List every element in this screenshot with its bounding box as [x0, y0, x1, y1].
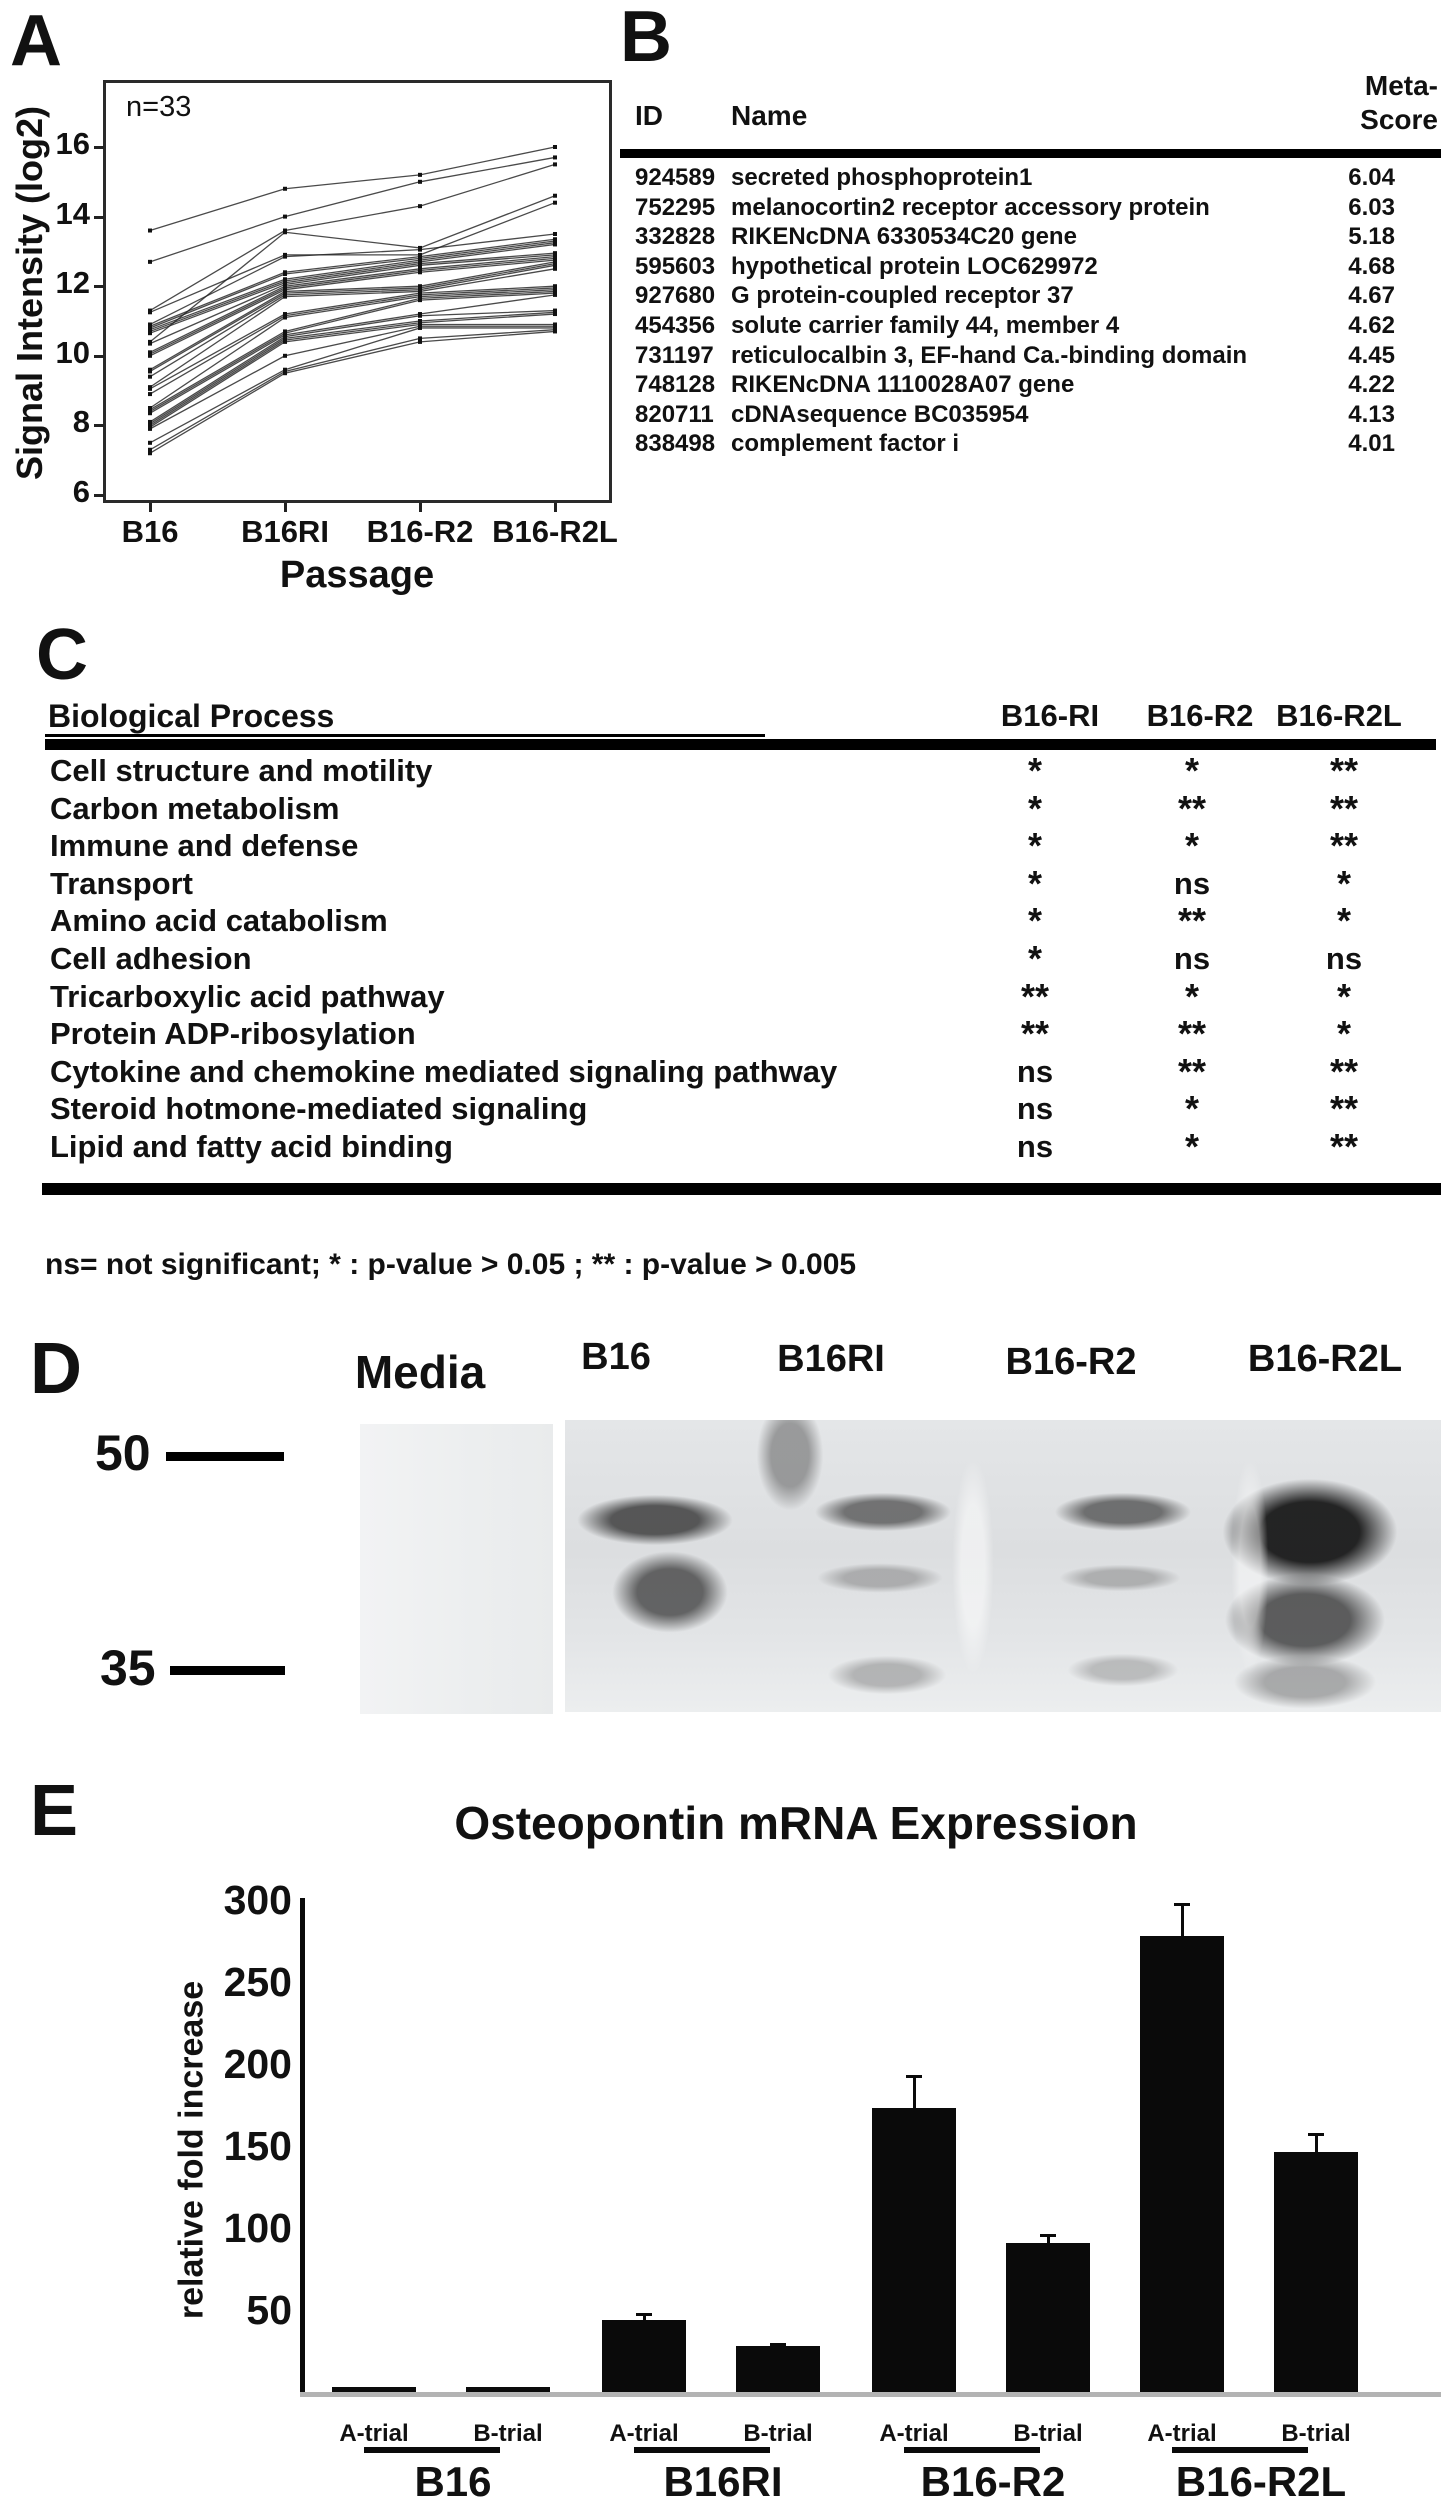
table-c-process-label: Cytokine and chemokine mediated signaling pathway — [50, 1053, 838, 1089]
table-b-cell-score: 4.67 — [1348, 282, 1395, 310]
panel-a-gene-line — [150, 331, 555, 453]
table-c-significance-value: ** — [1020, 975, 1050, 1017]
panel-a-data-point — [418, 263, 422, 267]
table-b-cell-id: 332828 — [635, 223, 716, 251]
panel-a-y-tick-mark — [94, 216, 104, 219]
panel-e-bar — [1006, 2243, 1090, 2392]
panel-d-band-b16r2-main — [1031, 1486, 1215, 1538]
panel-a-y-tick-mark — [94, 146, 104, 149]
table-c-significance-value: * — [1027, 900, 1042, 942]
panel-e-group-label: B16-R2L — [1175, 2458, 1347, 2505]
panel-a-data-point — [148, 387, 152, 391]
panel-a-data-point — [418, 314, 422, 318]
table-b-cell-score: 4.22 — [1348, 371, 1395, 399]
panel-e-trial-label: A-trial — [339, 2420, 409, 2447]
panel-a-data-point — [283, 187, 287, 191]
panel-c-top-rule — [45, 739, 1436, 750]
panel-a-n-annotation: n=33 — [126, 91, 192, 123]
panel-e-x-axis-line — [300, 2392, 1441, 2397]
table-c-process-label: Cell adhesion — [50, 941, 252, 976]
table-c-significance-value: ** — [1177, 787, 1207, 829]
panel-a-data-point — [283, 272, 287, 276]
panel-e-bar — [736, 2346, 820, 2392]
table-c-significance-value: * — [1027, 787, 1042, 829]
panel-a-data-point — [148, 354, 152, 358]
table-c-significance-value: * — [1184, 975, 1199, 1017]
panel-a-data-point — [553, 232, 557, 236]
panel-a-data-point — [553, 293, 557, 297]
panel-e-trial-label: A-trial — [1147, 2420, 1217, 2447]
panel-a-line-chart — [106, 83, 609, 500]
panel-c-header-underline — [45, 734, 765, 737]
panel-a-plot — [103, 80, 612, 503]
panel-a-y-tick-label: 10 — [55, 334, 90, 370]
panel-a-gene-line — [150, 311, 555, 422]
panel-d-lane-label: B16-R2 — [1005, 1341, 1137, 1383]
table-c-process-label: Cell structure and motility — [50, 753, 433, 788]
table-b-cell-name: melanocortin2 receptor accessory protein — [731, 193, 1210, 221]
table-c-process-label: Immune and defense — [50, 828, 359, 864]
panel-a-y-tick-label: 6 — [72, 474, 90, 509]
panel-a-data-point — [148, 260, 152, 264]
panel-a-data-point — [418, 298, 422, 302]
table-b-cell-name: cDNAsequence BC035954 — [731, 400, 1029, 428]
panel-e-error-bar-cap — [1308, 2133, 1324, 2136]
table-c-process-label: Lipid and fatty acid binding — [50, 1129, 453, 1164]
table-c-significance-value: * — [1336, 862, 1351, 904]
panel-c-footnote: ns= not significant; * : p-value > 0.05 ; ** : p-value > 0.005 — [45, 1248, 857, 1281]
table-b-cell-score: 4.01 — [1348, 430, 1395, 458]
panel-a-y-tick-mark — [94, 424, 104, 427]
panel-a-label: A — [10, 1, 63, 81]
panel-d-band-b16r2-faint — [1038, 1560, 1202, 1596]
panel-a-y-tick-mark — [94, 494, 104, 497]
panel-b-header-rule — [620, 149, 1441, 158]
table-c-process-label: Tricarboxylic acid pathway — [50, 978, 445, 1014]
panel-e-error-bar-cap — [1174, 1903, 1190, 1906]
panel-e-bar — [466, 2387, 550, 2392]
panel-a-x-tick-mark — [149, 503, 152, 512]
table-c-process-label: Amino acid catabolism — [50, 903, 388, 939]
panel-e-group-label: B16 — [414, 2458, 492, 2505]
panel-a-data-point — [553, 263, 557, 267]
panel-a-gene-line — [150, 330, 555, 450]
table-c-significance-value: ** — [1177, 1050, 1207, 1092]
panel-a-data-point — [148, 441, 152, 445]
panel-a-data-point — [553, 329, 557, 333]
panel-e-group-underline — [1172, 2447, 1308, 2453]
panel-a-data-point — [148, 342, 152, 346]
panel-d-lane-label: B16-R2L — [1247, 1338, 1403, 1380]
panel-c-column-header: B16-RI — [1000, 698, 1100, 733]
panel-a-y-tick-label: 14 — [55, 195, 90, 231]
panel-e-group-label: B16-R2 — [920, 2458, 1066, 2505]
table-c-significance-value: ** — [1020, 1013, 1050, 1055]
panel-a-data-point — [148, 369, 152, 373]
table-b-cell-id: 731197 — [635, 341, 714, 369]
panel-d-band-b16ri-faint — [795, 1558, 965, 1598]
table-c-significance-value: * — [1336, 975, 1351, 1017]
panel-a-data-point — [148, 392, 152, 396]
table-c-process-label: Carbon metabolism — [50, 790, 340, 826]
panel-d-band-b16ri-lower — [807, 1649, 967, 1701]
panel-a-data-point — [148, 427, 152, 431]
table-b-cell-name: G protein-coupled receptor 37 — [731, 282, 1074, 310]
table-b-cell-name: RIKENcDNA 6330534C20 gene — [731, 223, 1077, 251]
panel-d-band-b16r2-lower — [1048, 1648, 1198, 1692]
table-b-cell-id: 927680 — [635, 282, 716, 310]
panel-e-error-bar-cap — [1040, 2234, 1056, 2237]
panel-b-col-name: Name — [731, 100, 808, 131]
panel-a-data-point — [553, 145, 557, 149]
table-b-cell-name: reticulocalbin 3, EF-hand Ca.-binding domain — [731, 341, 1248, 369]
panel-a-y-tick-label: 16 — [55, 126, 90, 161]
panel-d-western-blot-image — [565, 1420, 1441, 1712]
panel-d-lane-gap-highlight — [1225, 1420, 1275, 1712]
table-c-significance-value: ** — [1329, 750, 1359, 791]
table-c-process-label: Protein ADP-ribosylation — [50, 1016, 416, 1052]
panel-e-trial-label: B-trial — [743, 2420, 813, 2447]
table-c-significance-value: * — [1184, 1126, 1199, 1167]
panel-a-gene-line — [150, 196, 555, 342]
panel-e-y-tick-label: 300 — [223, 1877, 292, 1924]
panel-e-label: E — [30, 1771, 80, 1851]
table-c-significance-value: ns — [1016, 1129, 1054, 1164]
panel-a-data-point — [418, 204, 422, 208]
panel-e-error-bar-cap — [636, 2313, 652, 2316]
panel-a-data-point — [283, 230, 287, 234]
panel-e-trial-label: B-trial — [1013, 2420, 1083, 2447]
panel-a-data-point — [553, 242, 557, 246]
panel-a-data-point — [553, 312, 557, 316]
panel-a-data-point — [283, 295, 287, 299]
panel-a-data-point — [148, 448, 152, 452]
panel-a-y-tick-label: 12 — [55, 265, 90, 301]
table-b-cell-id: 924589 — [635, 164, 716, 191]
panel-e-bar — [872, 2108, 956, 2392]
panel-e-trial-label: B-trial — [1281, 2420, 1351, 2447]
panel-d-lane-label: B16 — [581, 1336, 651, 1378]
table-c-significance-value: ns — [1173, 941, 1211, 976]
panel-e-y-tick-label: 100 — [223, 2205, 292, 2252]
table-b-cell-name: hypothetical protein LOC629972 — [731, 252, 1098, 280]
panel-e-y-tick-label: 150 — [223, 2123, 292, 2170]
panel-d-mw-label: 50 — [95, 1425, 151, 1481]
panel-a-gene-line — [150, 157, 555, 261]
panel-e-bar — [332, 2387, 416, 2392]
panel-a-x-tick-label: B16RI — [241, 514, 329, 549]
panel-a-x-tick-label: B16-R2 — [366, 514, 474, 549]
table-b-cell-id: 820711 — [635, 400, 714, 428]
panel-b-col-score-line2: Score — [1360, 104, 1438, 135]
table-c-significance-value: * — [1027, 938, 1042, 979]
panel-c-column-header: B16-R2 — [1146, 698, 1254, 733]
table-b-cell-id: 748128 — [635, 371, 716, 399]
panel-a-data-point — [418, 340, 422, 344]
table-c-significance-value: ns — [1325, 941, 1363, 976]
table-c-significance-value: ** — [1329, 787, 1359, 829]
panel-a-y-tick-label: 8 — [72, 404, 90, 440]
panel-a-data-point — [283, 316, 287, 320]
panel-e-y-tick-label: 250 — [223, 1959, 292, 2006]
panel-d-lane-gap-highlight — [945, 1420, 1001, 1712]
panel-e-error-bar-cap — [906, 2075, 922, 2078]
panel-d-band-b16-blob — [592, 1537, 748, 1647]
panel-e-y-axis-title: relative fold increase — [172, 1980, 211, 2320]
panel-a-data-point — [148, 310, 152, 314]
table-b-cell-name: secreted phosphoprotein1 — [731, 164, 1033, 191]
table-b-cell-id: 752295 — [635, 193, 716, 221]
table-c-significance-value: ** — [1177, 900, 1207, 942]
panel-e-trial-label: B-trial — [473, 2420, 543, 2447]
panel-a-data-point — [418, 173, 422, 177]
table-c-significance-value: ns — [1173, 865, 1211, 901]
panel-e-bar — [1140, 1936, 1224, 2392]
panel-a-data-point — [148, 411, 152, 415]
panel-e-y-tick-label: 200 — [223, 2041, 292, 2088]
panel-a-data-point — [553, 155, 557, 159]
table-b-cell-score: 4.62 — [1348, 312, 1395, 339]
panel-a-data-point — [283, 215, 287, 219]
panel-a-y-tick-mark — [94, 285, 104, 288]
table-c-significance-value: ** — [1329, 1050, 1359, 1092]
table-c-significance-value: ** — [1329, 1088, 1359, 1130]
panel-d-mw-dash — [166, 1452, 284, 1461]
panel-a-x-tick-label: B16 — [121, 514, 179, 549]
panel-c-label: C — [36, 615, 89, 695]
table-c-significance-value: ** — [1329, 1126, 1359, 1167]
table-b-cell-name: solute carrier family 44, member 4 — [731, 312, 1120, 339]
panel-a-data-point — [283, 371, 287, 375]
panel-a-data-point — [418, 326, 422, 330]
table-c-significance-value: ** — [1329, 825, 1359, 867]
panel-a-data-point — [418, 248, 422, 252]
table-b-cell-score: 6.03 — [1348, 193, 1395, 221]
panel-e-trial-label: A-trial — [879, 2420, 949, 2447]
table-b-cell-name: complement factor i — [731, 430, 960, 458]
table-c-significance-value: ns — [1016, 1091, 1054, 1127]
panel-a-data-point — [418, 270, 422, 274]
table-c-significance-value: ** — [1177, 1013, 1207, 1055]
table-b-cell-id: 838498 — [635, 430, 716, 458]
panel-d-mw-dash — [170, 1666, 285, 1675]
panel-a-data-point — [283, 354, 287, 358]
panel-a-gene-line — [150, 314, 555, 425]
panel-a-data-point — [553, 267, 557, 271]
table-b-cell-score: 6.04 — [1348, 164, 1395, 191]
table-c-significance-value: * — [1336, 900, 1351, 942]
panel-a-data-point — [283, 255, 287, 259]
panel-d-lane-label: Media — [354, 1346, 486, 1398]
panel-c-bottom-rule — [42, 1183, 1441, 1195]
table-b-cell-score: 4.68 — [1348, 252, 1395, 280]
panel-a-x-tick-mark — [419, 503, 422, 512]
table-b-cell-id: 595603 — [635, 252, 716, 280]
table-c-process-label: Steroid hotmone-mediated signaling — [50, 1091, 588, 1127]
panel-a-data-point — [418, 336, 422, 340]
panel-a-data-point — [553, 201, 557, 205]
panel-b-col-id: ID — [635, 100, 663, 131]
panel-e-y-tick-label: 50 — [246, 2287, 292, 2334]
table-b-cell-score: 5.18 — [1348, 223, 1395, 251]
table-c-significance-value: * — [1027, 862, 1042, 904]
panel-a-gene-line — [150, 265, 555, 376]
table-c-significance-value: * — [1027, 750, 1042, 791]
panel-b-col-score-line1: Meta- — [1364, 70, 1438, 101]
panel-e-bar — [1274, 2152, 1358, 2392]
table-b-cell-score: 4.13 — [1348, 400, 1395, 428]
panel-a-x-axis-title: Passage — [279, 554, 435, 596]
panel-a-data-point — [148, 229, 152, 233]
table-c-significance-value: * — [1027, 825, 1042, 867]
panel-e-title: Osteopontin mRNA Expression — [454, 1797, 1138, 1849]
panel-e-group-underline — [364, 2447, 500, 2453]
panel-a-x-tick-mark — [284, 503, 287, 512]
panel-e-error-bar-stem — [1181, 1903, 1184, 1936]
panel-e-group-label: B16RI — [663, 2458, 783, 2505]
table-b-cell-name: RIKENcDNA 1110028A07 gene — [731, 371, 1075, 399]
panel-e-group-underline — [634, 2447, 770, 2453]
panel-a-data-point — [418, 180, 422, 184]
panel-a-data-point — [148, 331, 152, 335]
panel-b-label: B — [620, 0, 673, 77]
table-b-cell-id: 454356 — [635, 312, 716, 339]
table-c-significance-value: * — [1336, 1013, 1351, 1055]
panel-c-header: Biological Process — [48, 698, 335, 734]
panel-a-data-point — [148, 451, 152, 455]
table-c-significance-value: ns — [1016, 1053, 1054, 1089]
panel-e-y-axis-line — [300, 1898, 305, 2395]
panel-e-trial-label: A-trial — [609, 2420, 679, 2447]
panel-e-group-underline — [904, 2447, 1040, 2453]
panel-d-lane-label: B16RI — [777, 1338, 885, 1380]
panel-a-y-tick-mark — [94, 355, 104, 358]
table-c-process-label: Transport — [50, 865, 193, 901]
panel-a-x-tick-mark — [554, 503, 557, 512]
panel-a-data-point — [553, 194, 557, 198]
panel-d-label: D — [30, 1329, 83, 1409]
table-c-significance-value: * — [1184, 750, 1199, 791]
panel-a-x-tick-label: B16-R2L — [492, 514, 618, 549]
panel-e-bar — [602, 2320, 686, 2392]
panel-a-y-axis-title: Signal Intensity (log2) — [9, 105, 50, 481]
panel-a-data-point — [553, 162, 557, 166]
table-c-significance-value: * — [1184, 825, 1199, 867]
panel-d-mw-label: 35 — [100, 1640, 156, 1696]
table-b-cell-score: 4.45 — [1348, 341, 1395, 369]
panel-e-error-bar-stem — [913, 2075, 916, 2108]
panel-d-media-lane-image — [360, 1424, 553, 1714]
panel-a-data-point — [283, 340, 287, 344]
panel-a-data-point — [148, 375, 152, 379]
panel-c-column-header: B16-R2L — [1276, 698, 1402, 733]
table-c-significance-value: * — [1184, 1088, 1199, 1130]
